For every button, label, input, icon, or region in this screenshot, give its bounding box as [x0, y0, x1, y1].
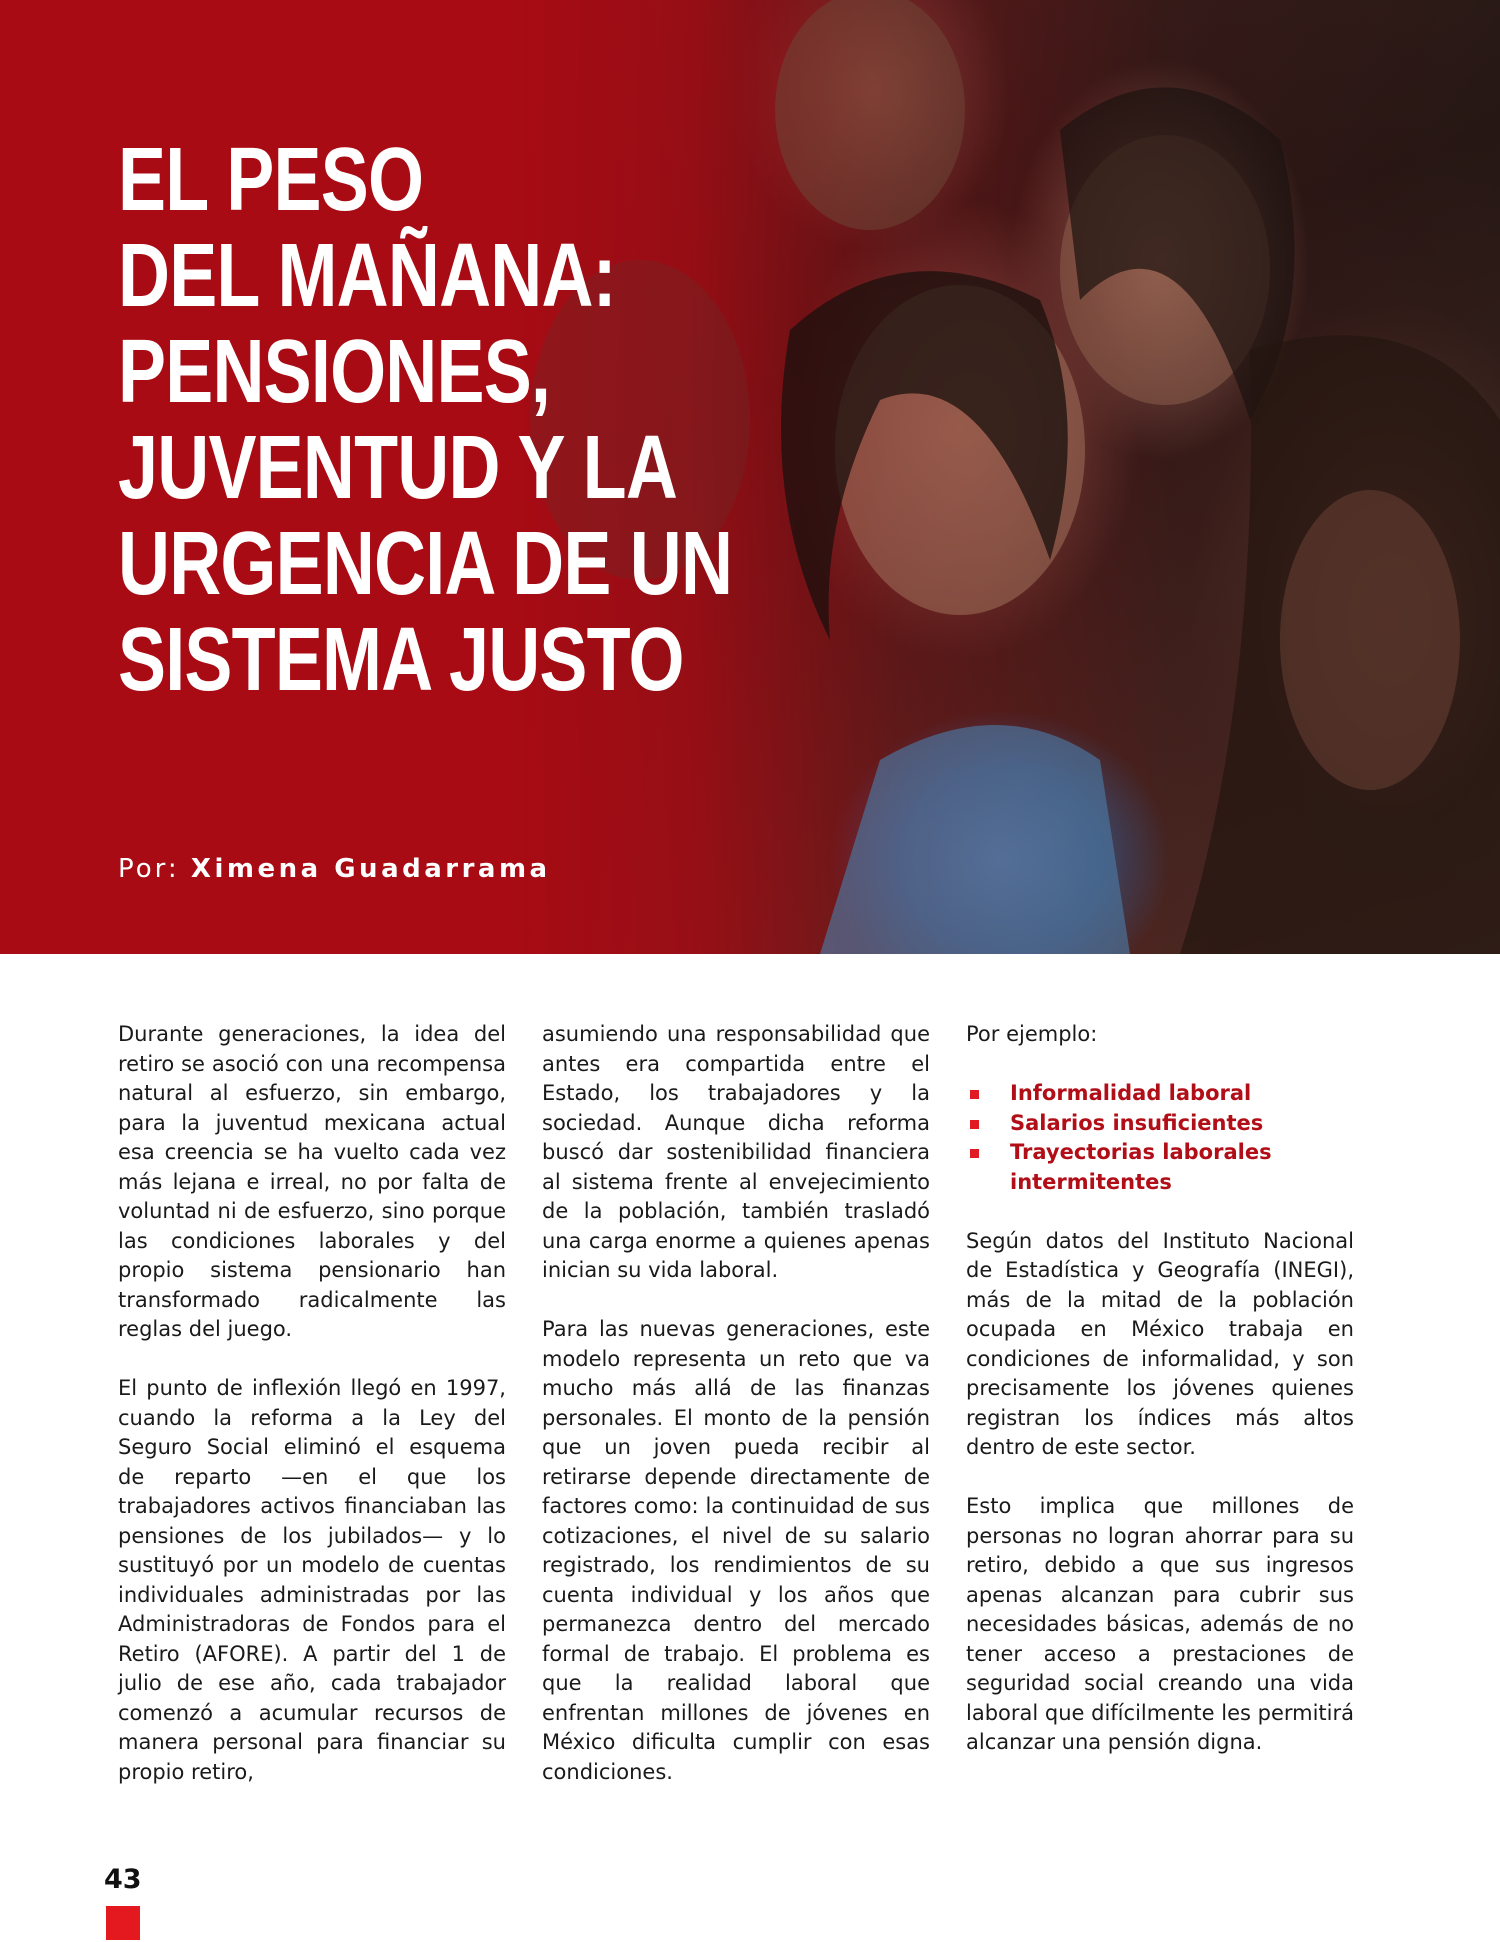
article-column-3 [966, 1020, 1354, 1787]
paragraph: Esto implica que millones de personas no logran ahorrar para su retiro, debido a que sus ingresos apenas alcanzan para cubrir sus necesidades básicas, además de no tener acceso a prestaciones de seguridad social creando una vida laboral que difícilmente les permitirá alcanzar una pensión digna. [966, 1494, 1354, 1754]
paragraph: Para las nuevas generaciones, este modelo representa un reto que va mucho más allá de las finanzas personales. El monto de la pensión que un joven pueda recibir al retirarse depende directamente de factores como: la continuidad de sus cotizaciones, el nivel de su salario registrado, los rendimientos de su cuenta individual y los años que permanezca dentro del mercado formal de trabajo. El problema es que la realidad laboral que enfrentan millones de jóvenes en México dificulta cumplir con esas condiciones. [542, 1317, 930, 1784]
list-intro: Por ejemplo: [966, 1022, 1098, 1046]
list-item [966, 1109, 1354, 1139]
title-line: JUVENTUD Y LA [118, 418, 678, 518]
byline-prefix: Por: [118, 854, 180, 884]
title-line: URGENCIA DE UN [118, 514, 733, 614]
list-item-label: Informalidad laboral [1010, 1081, 1252, 1105]
title-line: EL PESO [118, 130, 424, 230]
list-item-label: Trayectorias laborales intermitentes [1010, 1140, 1272, 1194]
title-line: SISTEMA JUSTO [118, 610, 684, 710]
article-column-1 [118, 1020, 506, 1817]
title-line: PENSIONES, [118, 322, 551, 422]
byline-author: Ximena Guadarrama [190, 854, 551, 884]
paragraph: Según datos del Instituto Nacional de Estadística y Geografía (INEGI), más de la mitad de la población ocupada en México trabaja en condiciones de informalidad, y son precisamente los jóvenes quienes registran los índices más altos dentro de este sector. [966, 1228, 1354, 1459]
bullet-square-icon [970, 1120, 979, 1129]
bullet-square-icon [970, 1149, 979, 1158]
paragraph: Durante generaciones, la idea del retiro se asoció con una recompensa natural al esfuerzo, sin embargo, para la juventud mexicana actual esa creencia se ha vuelto cada vez más lejana e irreal, no por falta de voluntad ni de esfuerzo, sino porque las condiciones laborales y del propio sistema pensionario han transformado radicalmente las reglas del juego. [118, 1022, 506, 1341]
hero-banner [0, 0, 1500, 954]
paragraph: El punto de inflexión llegó en 1997, cuando la reforma a la Ley del Seguro Social eliminó el esquema de reparto —en el que los trabajadores activos financiaban las pensiones de los jubilados— y lo sustituyó por un modelo de cuentas individuales administradas por las Administradoras de Fondos para el Retiro (AFORE). A partir del 1 de julio de ese año, cada trabajador comenzó a acumular recursos de manera personal para financiar su propio retiro, [118, 1376, 506, 1784]
article-column-2 [542, 1020, 930, 1817]
page-number: 43 [104, 1864, 142, 1895]
article-title [118, 132, 732, 708]
bullet-list [966, 1079, 1354, 1197]
byline [118, 854, 551, 884]
list-item [966, 1138, 1354, 1197]
paragraph: asumiendo una responsabilidad que antes era compartida entre el Estado, los trabajadores y la sociedad. Aunque dicha reforma buscó dar sostenibilidad financiera al sistema frente al envejecimiento de la población, también trasladó una carga enorme a quienes apenas inician su vida laboral. [542, 1022, 930, 1282]
bullet-square-icon [970, 1090, 979, 1099]
list-item-label: Salarios insuficientes [1010, 1110, 1264, 1135]
list-item [966, 1079, 1354, 1109]
title-line: DEL MAÑANA: [118, 226, 616, 326]
footer-red-square [106, 1906, 140, 1940]
